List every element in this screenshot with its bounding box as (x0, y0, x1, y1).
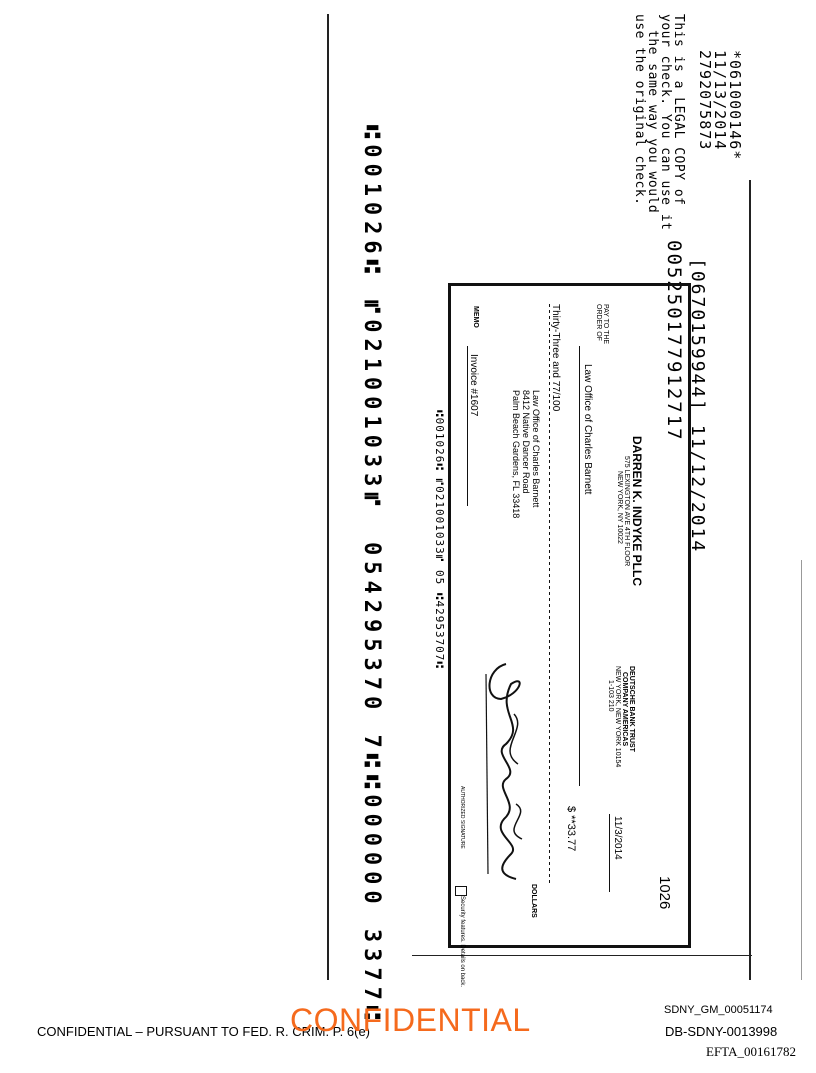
bank-name-2: COMPANY AMERICAS (621, 672, 628, 747)
legal-note-line-4: use the original check. (632, 14, 647, 206)
micr-serial: ⑆001026⑆ (359, 125, 384, 279)
bank-routing: 1-103 210 (607, 680, 614, 712)
security-note: Security features. Details on back. (459, 896, 465, 988)
sequence-number: 005250177912717 (663, 240, 685, 442)
address-line-1: Law Office of Charles Barnett (531, 390, 541, 508)
check-number: 1026 (656, 876, 673, 910)
legal-note-line-3: the same way you would (645, 30, 660, 214)
header-ids (697, 50, 742, 160)
bank-address: NEW YORK, NEW YORK 10154 (614, 666, 621, 768)
header-line-1: *061000146* (726, 50, 744, 161)
scan-left-border (327, 14, 329, 980)
payer-address-2: NEW YORK, NY 10022 (616, 471, 623, 544)
bank-name-1: DEUTSCHE BANK TRUST (628, 666, 635, 752)
micr-account: 054295370 7⑆ (359, 542, 384, 773)
memo-value: Invoice #1607 (468, 354, 479, 417)
scan-edge-right (801, 560, 802, 980)
address-line-2: 8412 Native Dancer Road (521, 390, 531, 494)
pay-to-label-1: PAY TO THE (602, 304, 609, 345)
check-image (448, 283, 691, 988)
payee-name: Law Office of Charles Barnett (582, 364, 593, 495)
legal-copy-note (633, 14, 685, 231)
micr-routing: ⑈021001033⑈ (359, 300, 384, 512)
bates-db-sdny: DB-SDNY-0013998 (665, 1024, 778, 1039)
dollars-label: DOLLARS (530, 884, 537, 918)
bates-efta: EFTA_00161782 (706, 1044, 796, 1059)
bank-block (607, 666, 635, 767)
address-line-3: Palm Beach Gardens, FL 33418 (511, 390, 521, 519)
micr-amount: ⑆000000 3377⑆ (359, 775, 384, 1026)
payee-address (511, 390, 541, 518)
legal-note-line-2: your check. You can use it (658, 14, 673, 231)
header-line-3: 2792075873 (696, 50, 714, 151)
amount-words-line (549, 304, 550, 884)
payer-name: DARREN K. INDYKE PLLC (630, 436, 644, 587)
payer-address-1: 575 LEXINGTON AVE 4TH FLOOR (623, 456, 630, 567)
signature-image (466, 654, 536, 889)
legal-note-line-1: This is a LEGAL COPY of (671, 14, 686, 206)
confidential-stamp: CONFIDENTIAL (290, 1002, 531, 1038)
bank-stamp: [0670159944] 11/12/2014 (687, 258, 708, 554)
amount-words: Thirty-Three and 77/100 (550, 304, 561, 412)
payer-block (616, 436, 644, 586)
footer-confidential-notice: CONFIDENTIAL – PURSUANT TO FED. R. CRIM. P. 6(e) (37, 1024, 371, 1039)
payee-line (579, 346, 580, 786)
check-micr-line: ⑆001026⑆ ⑈021001033⑈ 05 ⑆42953707⑆ (433, 410, 446, 670)
header-line-2: 11/13/2014 (711, 50, 729, 151)
check-date: 11/3/2014 (612, 816, 623, 860)
amount-box: $ **33.77 (565, 806, 577, 852)
pay-to-label (595, 304, 609, 344)
memo-label: MEMO (472, 306, 479, 328)
memo-line (467, 346, 468, 506)
signature-label: AUTHORIZED SIGNATURE (459, 786, 465, 849)
date-line (609, 814, 610, 892)
pay-to-label-2: ORDER OF (595, 304, 602, 341)
scan-right-border (749, 180, 751, 980)
bates-sdny-gm: SDNY_GM_00051174 (664, 1004, 773, 1016)
padlock-icon (455, 886, 467, 896)
